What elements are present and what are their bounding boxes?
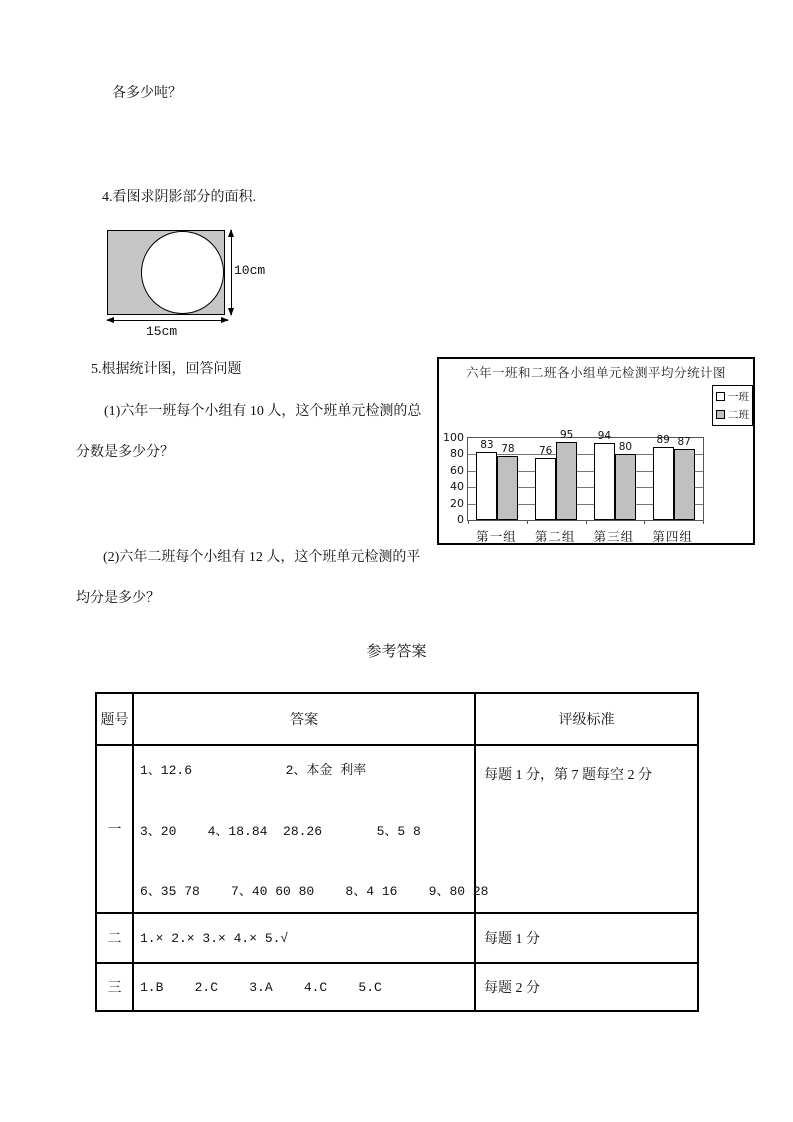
x-axis-category-label: 第四组: [652, 529, 693, 544]
bar-value-label: 87: [677, 435, 691, 448]
bar-value-label: 76: [538, 444, 553, 457]
header-question-number: 题号: [96, 693, 133, 745]
x-axis-category-label: 第二组: [534, 529, 576, 544]
legend-item-一班: [716, 389, 749, 404]
shaded-rectangle-figure: [107, 230, 225, 315]
question5-part2-line1: (2)六年二班每个小组有 12 人，这个班单元检测的平: [103, 550, 421, 565]
row3-question-number: 三: [96, 963, 133, 1011]
table-row-3: [96, 963, 698, 1011]
x-axis-tick-mark: [644, 520, 645, 524]
arrow-right-icon: [221, 317, 229, 323]
row1-question-number: 一: [96, 745, 133, 913]
question5-part1-line1: (1)六年一班每个小组有 10 人，这个班单元检测的总: [104, 404, 422, 419]
x-axis-tick-mark: [527, 520, 528, 524]
row1-grading: 每题 1 分，第 7 题每空 2 分: [475, 745, 698, 913]
table-header-row: [96, 693, 698, 745]
height-dimension-line: [231, 230, 232, 315]
inscribed-circle: [141, 231, 224, 314]
answer-line: 6、35 78 7、40 60 80 8、4 16 9、80 28: [140, 884, 489, 899]
x-axis-tick-mark: [586, 520, 587, 524]
legend-swatch-二班: [716, 410, 725, 419]
arrow-up-icon: [228, 229, 234, 237]
x-axis-category-label: 第三组: [593, 529, 635, 544]
question5-part2-line2: 均分是多少？: [76, 591, 160, 606]
arrow-left-icon: [106, 317, 114, 323]
bar-value-label: 80: [618, 441, 633, 454]
chart-x-axis-labels: [467, 525, 702, 544]
y-axis-tick-label: 40: [450, 480, 464, 494]
answer-section-title: 参考答案: [366, 644, 427, 660]
y-axis-tick-label: 20: [450, 496, 464, 510]
chart-bar-一班-第四组: [653, 447, 674, 520]
table-row-2: [96, 913, 698, 963]
answer-line: 3、20 4、18.84 28.26 5、5 8: [140, 823, 421, 839]
legend-swatch-一班: [716, 392, 725, 401]
statistics-chart: [437, 357, 755, 545]
bar-value-label: 83: [480, 438, 494, 451]
chart-bar-二班-第四组: [674, 449, 695, 520]
y-axis-tick-label: 0: [457, 513, 464, 526]
chart-bar-一班-第三组: [594, 443, 615, 520]
chart-bar-二班-第三组: [615, 454, 636, 520]
y-axis-tick-label: 60: [450, 463, 464, 477]
x-axis-tick-mark: [703, 520, 704, 524]
bar-value-label: 95: [559, 429, 574, 442]
question5-heading: 5.根据统计图，回答问题: [91, 362, 242, 377]
x-axis-category-label: 第一组: [476, 529, 517, 544]
row2-question-number: 二: [96, 913, 133, 963]
x-axis-tick-mark: [468, 520, 469, 524]
chart-y-axis-labels: [439, 431, 464, 526]
question4-heading: 4.看图求阴影部分的面积.: [102, 190, 256, 205]
row2-answers: 1.× 2.× 3.× 4.× 5.√: [140, 930, 289, 946]
chart-legend: [712, 385, 753, 426]
chart-plot-area: [467, 429, 704, 521]
width-dimension-label: 15cm: [146, 324, 178, 339]
header-answer: 答案: [133, 693, 475, 745]
arrow-down-icon: [228, 308, 234, 316]
width-dimension-line: [107, 320, 228, 321]
row3-answers: 1.B 2.C 3.A 4.C 5.C: [140, 979, 382, 995]
chart-title: 六年一班和二班各小组单元检测平均分统计图: [465, 365, 726, 380]
row2-grading: 每题 1 分: [475, 913, 698, 963]
answer-key-table: [95, 692, 699, 1012]
bar-value-label: 94: [597, 429, 612, 442]
header-grading-standard: 评级标准: [475, 693, 698, 745]
height-dimension-label: 10cm: [234, 263, 266, 278]
row1-answers: [133, 745, 489, 913]
row1-answer-lines: [140, 751, 489, 907]
bar-value-label: 89: [656, 434, 670, 447]
answer-line: 1、12.6 2、本金 利率: [140, 763, 367, 778]
chart-bar-二班-第二组: [556, 442, 577, 520]
legend-item-二班: [716, 407, 749, 422]
row3-grading: 每题 2 分: [475, 963, 698, 1011]
table-row-1: [96, 745, 698, 913]
chart-bar-一班-第一组: [476, 452, 497, 520]
bar-value-label: 78: [501, 443, 515, 456]
legend-label: 一班: [728, 391, 749, 403]
question3-tail-text: 各多少吨？: [112, 86, 182, 101]
question5-part1-line2: 分数是多少分？: [76, 445, 174, 460]
chart-bar-一班-第二组: [535, 458, 556, 520]
chart-bar-二班-第一组: [497, 456, 518, 520]
y-axis-tick-label: 100: [443, 431, 464, 444]
legend-label: 二班: [728, 409, 749, 421]
y-axis-tick-label: 80: [450, 447, 464, 461]
